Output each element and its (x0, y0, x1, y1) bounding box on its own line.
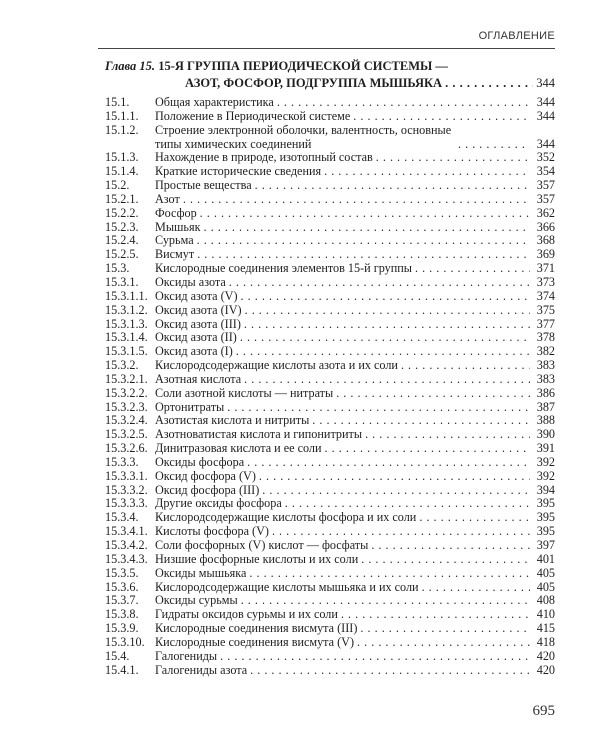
chapter-page-number: 344 (536, 76, 555, 90)
toc-entry-title-wrap (155, 165, 533, 179)
dot-leader (415, 262, 530, 276)
toc-entry-title-wrap (155, 387, 533, 401)
toc-entry-page: 369 (536, 247, 555, 262)
dot-leader (353, 110, 530, 124)
toc-entry (105, 207, 555, 221)
toc-entry-title-wrap (155, 664, 533, 678)
toc-entry-page: 388 (536, 413, 555, 428)
toc-entry-page: 390 (536, 427, 555, 442)
toc-entry (105, 539, 555, 553)
toc-entry-title: Оксид фосфора (V) (155, 468, 256, 483)
dot-leader (365, 428, 530, 442)
toc-entry-title: Азотная кислота (155, 371, 242, 386)
toc-entry (105, 290, 555, 304)
toc-entry-title-wrap (155, 567, 533, 581)
dot-leader (244, 318, 530, 332)
toc-entry-title: Кислоты фосфора (V) (155, 524, 269, 539)
dot-leader (259, 470, 530, 484)
toc-entry (105, 567, 555, 581)
toc-entry-title: Оксиды азота (155, 274, 226, 289)
toc-entry-number: 15.3.1.5. (105, 344, 148, 359)
toc-entry-number: 15.3.7. (105, 593, 139, 608)
toc-entry-title: Оксид азота (III) (155, 316, 241, 331)
toc-entry-page: 401 (536, 551, 555, 566)
dot-leader (227, 401, 530, 415)
toc-entry-page: 395 (536, 524, 555, 539)
toc-entry-title-wrap (155, 124, 533, 152)
toc-entry-page: 354 (536, 164, 555, 179)
toc-entry-title-wrap (155, 96, 533, 110)
toc-entry (105, 442, 555, 456)
toc-entry-title: Оксиды сурьмы (155, 593, 238, 608)
dot-leader (229, 276, 530, 290)
toc-entry-title: Нахождение в природе, изотопный состав (155, 150, 373, 165)
toc-entry (105, 165, 555, 179)
dot-leader (244, 373, 530, 387)
toc-entry-title: Висмут (155, 247, 195, 262)
dot-leader (183, 193, 530, 207)
toc-entry-page: 410 (536, 607, 555, 622)
toc-entry (105, 470, 555, 484)
toc-entry-title-wrap (155, 511, 533, 525)
toc-entry-title-wrap (155, 456, 533, 470)
dot-leader (401, 359, 530, 373)
dot-leader (272, 525, 530, 539)
toc-entry-number: 15.3.8. (105, 607, 139, 622)
toc-entry-title: Соли азотной кислоты — нитраты (155, 385, 334, 400)
toc-entry-page: 382 (536, 344, 555, 359)
toc-entry-number: 15.1.4. (105, 164, 139, 179)
toc-entry-title: Низшие фосфорные кислоты и их соли (155, 551, 359, 566)
chapter-title-line2: АЗОТ, ФОСФОР, ПОДГРУППА МЫШЬЯКА (185, 76, 443, 90)
toc-entry-title-wrap (155, 262, 533, 276)
toc-entry-page: 352 (536, 150, 555, 165)
toc-entry (105, 110, 555, 124)
toc-entry-title: Кислородсодержащие кислоты фосфора и их соли (155, 510, 417, 525)
toc-entry (105, 664, 555, 678)
toc-entry (105, 151, 555, 165)
toc-entry-page: 395 (536, 510, 555, 525)
toc-entry-title: Азотистая кислота и нитриты (155, 413, 310, 428)
toc-entry (105, 359, 555, 373)
toc-entry-title-wrap (155, 497, 533, 511)
toc-entry-number: 15.4.1. (105, 662, 139, 677)
dot-leader (285, 497, 530, 511)
chapter-heading-line1 (105, 58, 555, 75)
toc-entry-title-wrap (155, 539, 533, 553)
toc-entry-title-wrap (155, 622, 533, 636)
dot-leader (204, 221, 531, 235)
toc-entry-page: 377 (536, 316, 555, 331)
toc-entry-page: 383 (536, 358, 555, 373)
dot-leader (247, 456, 530, 470)
toc-entry-number: 15.3.9. (105, 621, 139, 636)
toc-entry-page: 368 (536, 233, 555, 248)
toc-entry-page: 408 (536, 593, 555, 608)
page-number: 695 (532, 703, 555, 719)
toc-entry-title-wrap (155, 331, 533, 345)
toc-entry (105, 594, 555, 608)
toc-entry-title: Кислородсодержащие кислоты мышьяка и их соли (155, 579, 419, 594)
dot-leader (376, 151, 530, 165)
toc-entry-title-wrap (155, 110, 533, 124)
toc-entry-title-wrap (155, 442, 533, 456)
toc-entry-title: Общая характеристика (155, 95, 274, 109)
toc-entry-number: 15.3.2.5. (105, 427, 148, 442)
toc-entry-page: 394 (536, 482, 555, 497)
toc-entry (105, 636, 555, 650)
toc-entry-title-wrap (155, 594, 533, 608)
chapter-title-line1: 15-Я ГРУППА ПЕРИОДИЧЕСКОЙ СИСТЕМЫ — (158, 59, 448, 73)
toc-entry-page: 374 (536, 288, 555, 303)
toc-entry-number: 15.3.3.1. (105, 468, 148, 483)
toc-entry-title-wrap (155, 207, 533, 221)
toc-entry-title: Оксид азота (IV) (155, 302, 242, 317)
toc-entry-page: 386 (536, 385, 555, 400)
toc-entry-number: 15.3.1. (105, 274, 139, 289)
toc-entry-page: 375 (536, 302, 555, 317)
toc-entry-title-wrap (155, 401, 533, 415)
dot-leader (220, 650, 530, 664)
dot-leader (357, 636, 530, 650)
toc-entry-title-wrap (155, 318, 533, 332)
dot-leader (336, 387, 530, 401)
toc-entry-number: 15.1.2. (105, 122, 139, 137)
toc-entry-page: 366 (536, 219, 555, 234)
toc-entry-number: 15.2.1. (105, 191, 139, 206)
toc-entry-title-wrap (155, 179, 533, 193)
toc-entry-page: 383 (536, 371, 555, 386)
toc-entry-title-wrap (155, 650, 533, 664)
toc-entry-title: Строение электронной оболочки, валентность, основные типы химических соединений (155, 122, 452, 151)
toc-entry-title: Азот (155, 191, 180, 206)
dot-leader (255, 179, 530, 193)
dot-leader (325, 442, 530, 456)
dot-leader (445, 75, 533, 92)
toc-entry-page: 344 (536, 108, 555, 123)
toc-entry (105, 304, 555, 318)
toc-entry-number: 15.3.3.2. (105, 482, 148, 497)
chapter-heading (105, 58, 555, 92)
toc-entry (105, 387, 555, 401)
toc-entry-title-wrap (155, 345, 533, 359)
toc-entry-title: Ортонитраты (155, 399, 225, 414)
dot-leader (361, 553, 530, 567)
toc-entry-page: 373 (536, 274, 555, 289)
toc-entry-title-wrap (155, 484, 533, 498)
toc-entry-number: 15.3.3.3. (105, 496, 148, 511)
toc-entry (105, 331, 555, 345)
dot-leader (360, 622, 530, 636)
toc-entry-page: 405 (536, 565, 555, 580)
dot-leader (249, 567, 530, 581)
toc-entry-title-wrap (155, 234, 533, 248)
toc-entry-page: 415 (536, 621, 555, 636)
toc-entry-page: 357 (536, 191, 555, 206)
toc-entry-number: 15.3.2.1. (105, 371, 148, 386)
toc-entry-page: 344 (536, 136, 555, 151)
toc-entry (105, 124, 555, 152)
dot-leader (245, 304, 530, 318)
toc-entry-title: Соли фосфорных (V) кислот — фосфаты (155, 538, 369, 552)
toc-entry (105, 234, 555, 248)
toc-entry-page: 405 (536, 579, 555, 594)
toc-entry-number: 15.1.3. (105, 150, 139, 165)
dot-leader (200, 207, 530, 221)
toc-entry-number: 15.3.4.1. (105, 524, 148, 539)
toc-entry (105, 96, 555, 110)
chapter-label: Глава 15. (105, 59, 156, 73)
toc-entry (105, 484, 555, 498)
toc-entry-title-wrap (155, 359, 533, 373)
toc-entry (105, 345, 555, 359)
toc-entry-number: 15.3.2.4. (105, 413, 148, 428)
header-rule (98, 48, 555, 49)
toc-entry-title: Кислородные соединения висмута (V) (155, 634, 355, 649)
toc-entry-title-wrap (155, 304, 533, 318)
toc-entry-title: Гидраты оксидов сурьмы и их соли (155, 607, 338, 622)
toc-entry (105, 221, 555, 235)
toc-entry-title-wrap (155, 276, 533, 290)
toc-entry (105, 608, 555, 622)
toc-entry-title: Динитразовая кислота и ее соли (155, 441, 322, 456)
toc-entry-title-wrap (155, 151, 533, 165)
toc-entry-page: 357 (536, 178, 555, 193)
toc-entry-title: Другие оксиды фосфора (155, 496, 282, 511)
toc-entry-title: Оксид азота (V) (155, 288, 238, 303)
dot-leader (262, 484, 530, 498)
toc-entry (105, 497, 555, 511)
toc-entry (105, 456, 555, 470)
toc-entry-title: Оксид азота (II) (155, 330, 237, 345)
toc-entry-number: 15.3.1.1. (105, 288, 148, 303)
toc-entry-page: 387 (536, 399, 555, 414)
toc-entry (105, 581, 555, 595)
toc-entry-page: 371 (536, 261, 555, 276)
toc-entry (105, 276, 555, 290)
toc-entry-title-wrap (155, 248, 533, 262)
toc-entry-number: 15.1. (105, 95, 130, 109)
toc-entry-title: Краткие исторические сведения (155, 164, 322, 179)
toc-entry-title-wrap (155, 553, 533, 567)
toc-entry-title-wrap (155, 221, 533, 235)
toc-entry-number: 15.3. (105, 261, 130, 276)
toc-entry-number: 15.3.6. (105, 579, 139, 594)
toc-entry (105, 553, 555, 567)
dot-leader (419, 511, 530, 525)
toc-entry (105, 318, 555, 332)
toc-entry-number: 15.2.3. (105, 219, 139, 234)
toc-entry (105, 622, 555, 636)
toc-entry-title: Азотноватистая кислота и гипонитриты (155, 427, 363, 442)
toc-entry-number: 15.3.1.2. (105, 302, 148, 317)
toc-entry-title: Кислородные соединения висмута (III) (155, 621, 358, 636)
toc-entry-page: 418 (536, 634, 555, 649)
toc-entry-number: 15.3.4.3. (105, 551, 148, 566)
toc-entry-title: Простые вещества (155, 178, 252, 193)
toc-entry-number: 15.3.2.3. (105, 399, 148, 414)
toc-entry-page: 362 (536, 205, 555, 220)
dot-leader (324, 165, 530, 179)
toc-entry-title: Галогениды азота (155, 662, 248, 677)
dot-leader (197, 234, 530, 248)
toc-entry-number: 15.3.1.4. (105, 330, 148, 345)
dot-leader (341, 608, 530, 622)
toc-entry-number: 15.3.10. (105, 634, 145, 649)
toc-entry-page: 344 (536, 95, 555, 109)
toc-entry-page: 420 (536, 648, 555, 663)
dot-leader (241, 594, 530, 608)
toc-entry (105, 428, 555, 442)
toc-entry-number: 15.3.3. (105, 454, 139, 469)
toc-entry-title-wrap (155, 414, 533, 428)
toc-entry-title-wrap (155, 373, 533, 387)
toc-entry (105, 179, 555, 193)
toc-entry-title: Сурьма (155, 233, 194, 248)
toc-entry-title-wrap (155, 636, 533, 650)
toc-entry-title: Оксид фосфора (III) (155, 482, 260, 497)
toc-entry (105, 525, 555, 539)
toc-entry-title: Оксиды фосфора (155, 454, 245, 469)
toc-entry-number: 15.3.4.2. (105, 538, 148, 552)
toc-entry (105, 401, 555, 415)
toc-entry-title: Фосфор (155, 205, 197, 220)
dot-leader (458, 138, 530, 152)
dot-leader (240, 331, 530, 345)
dot-leader (371, 539, 530, 553)
dot-leader (422, 581, 530, 595)
toc-entry-title-wrap (155, 525, 533, 539)
toc-entry (105, 193, 555, 207)
toc-entry-number: 15.3.4. (105, 510, 139, 525)
toc-entry-title: Кислородсодержащие кислоты азота и их соли (155, 358, 398, 373)
dot-leader (236, 345, 530, 359)
toc-entry (105, 373, 555, 387)
toc-entry-page: 420 (536, 662, 555, 677)
dot-leader (312, 414, 530, 428)
running-head: ОГЛАВЛЕНИЕ (478, 30, 555, 42)
toc-entry-page: 395 (536, 496, 555, 511)
toc-entry-title-wrap (155, 428, 533, 442)
toc-entry-number: 15.2.2. (105, 205, 139, 220)
toc-entry (105, 650, 555, 664)
toc-entry-title: Кислородные соединения элементов 15-й группы (155, 261, 412, 276)
dot-leader (197, 248, 530, 262)
toc-entry-page: 392 (536, 468, 555, 483)
toc-entry-title-wrap (155, 581, 533, 595)
toc-entry-number: 15.3.2.6. (105, 441, 148, 456)
toc-entry (105, 414, 555, 428)
toc-entry-number: 15.1.1. (105, 108, 139, 123)
toc-entry (105, 511, 555, 525)
toc-entry-number: 15.2. (105, 178, 130, 193)
toc-entry-title-wrap (155, 193, 533, 207)
toc-entry-number: 15.2.5. (105, 247, 139, 262)
toc-entry-title: Положение в Периодической системе (155, 108, 351, 123)
toc-entry-title: Мышьяк (155, 219, 201, 234)
toc-list (105, 96, 555, 677)
dot-leader (277, 96, 530, 110)
toc-entry-title: Оксид азота (I) (155, 344, 233, 359)
chapter-heading-line2 (105, 75, 555, 92)
toc-entry-title: Галогениды (155, 648, 218, 663)
toc-entry-title: Оксиды мышьяка (155, 565, 247, 580)
toc-entry-page: 391 (536, 441, 555, 456)
dot-leader (250, 664, 530, 678)
toc-entry-title-wrap (155, 290, 533, 304)
toc-entry-number: 15.3.1.3. (105, 316, 148, 331)
dot-leader (241, 290, 530, 304)
toc-entry-number: 15.3.2. (105, 358, 139, 373)
toc-entry-title-wrap (155, 470, 533, 484)
toc-entry-page: 392 (536, 454, 555, 469)
toc-entry-page: 397 (536, 538, 555, 552)
toc-entry (105, 248, 555, 262)
toc-entry-number: 15.3.5. (105, 565, 139, 580)
toc-entry-number: 15.2.4. (105, 233, 139, 248)
toc-entry-page: 378 (536, 330, 555, 345)
toc-entry-title-wrap (155, 608, 533, 622)
toc-entry-number: 15.4. (105, 648, 130, 663)
toc-entry-number: 15.3.2.2. (105, 385, 148, 400)
toc-entry (105, 262, 555, 276)
